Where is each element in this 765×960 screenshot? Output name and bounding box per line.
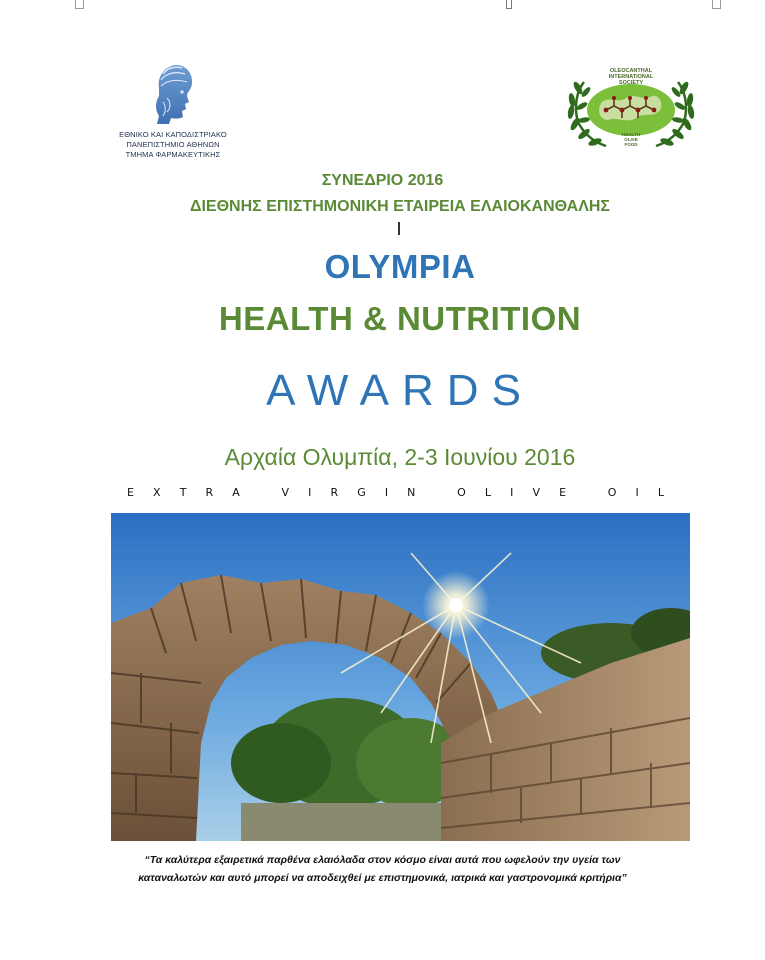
tagline-letter: O	[457, 486, 466, 499]
society-motto-line-2: OLIVE	[624, 137, 638, 142]
university-line-1: ΕΘΝΙΚΟ ΚΑΙ ΚΑΠΟΔΙΣΤΡΙΑΚΟ	[119, 130, 227, 139]
arch-photo-illustration	[111, 513, 690, 841]
tagline-letter: L	[657, 486, 664, 499]
tagline-letter: I	[635, 486, 639, 499]
tagline-letter: R	[330, 486, 339, 499]
corner-mark-left	[75, 0, 84, 9]
event-date-place: Αρχαία Ολυμπία, 2-3 Ιουνίου 2016	[224, 444, 576, 470]
tagline-letter: V	[281, 486, 290, 499]
quote-line-1: “Τα καλύτερα εξαιρετικά παρθένα ελαιόλαδα στον κόσμο είναι αυτά που ωφελούν την υγεία των	[144, 854, 621, 866]
tagline-letter: V	[532, 486, 540, 499]
university-line-3: ΤΜΗΜΑ ΦΑΡΜΑΚΕΥΤΙΚΗΣ	[125, 150, 221, 159]
awards-title-olympia: OLYMPIA	[324, 248, 476, 285]
society-motto-line-1: HEALTH	[622, 132, 640, 137]
tagline-letter: X	[153, 486, 161, 499]
corner-mark-right	[712, 0, 721, 9]
tagline-letter: E	[127, 486, 134, 499]
quote-line-2: καταναλωτών και αυτό μπορεί να αποδειχθεί με επιστημονικά, ιατρικά και γαστρονομικά κριτήρια”	[138, 872, 627, 884]
tagline-letter: E	[559, 486, 567, 499]
ancient-olympia-stone-arch-photo	[111, 513, 690, 841]
society-name	[590, 68, 672, 86]
tagline-letter: L	[484, 486, 491, 499]
tagline-letter	[435, 486, 439, 499]
tagline-letter: R	[205, 486, 214, 499]
university-name	[108, 130, 238, 160]
quote-block	[0, 851, 765, 887]
awards-title-health-nutrition: HEALTH & NUTRITION	[218, 300, 582, 337]
conference-title: ΣΥΝΕΔΡΙΟ 2016	[321, 172, 444, 189]
tagline-letter: T	[179, 486, 187, 499]
page-edge-marks	[0, 0, 765, 12]
society-motto-line-3: FOOD	[624, 142, 638, 147]
tagline-extra-virgin-olive-oil	[127, 486, 664, 499]
tagline-letter: I	[384, 486, 389, 499]
society-name-line-3: SOCIETY	[618, 80, 644, 86]
university-logo	[108, 62, 238, 160]
awards-title-awards: AWARDS	[266, 366, 534, 415]
tagline-letter: I	[308, 486, 312, 499]
tagline-letter: G	[357, 486, 366, 499]
tagline-letter: N	[407, 486, 416, 499]
tagline-letter: A	[232, 486, 240, 499]
tagline-letter: I	[510, 486, 514, 499]
society-name-line-1: OLEOCANTHAL	[609, 68, 653, 74]
tagline-letter: O	[607, 486, 617, 499]
society-name-line-2: INTERNATIONAL	[608, 74, 654, 80]
tagline-letter	[585, 486, 589, 499]
tagline-letter	[259, 486, 263, 499]
athena-head-icon	[149, 62, 197, 126]
society-logo	[560, 62, 702, 156]
university-line-2: ΠΑΝΕΠΙΣΤΗΜΙΟ ΑΘΗΝΩΝ	[126, 140, 220, 149]
society-motto	[605, 132, 657, 147]
text-cursor	[398, 222, 400, 235]
conference-organizer: ΔΙΕΘΝΗΣ ΕΠΙΣΤΗΜΟΝΙΚΗ ΕΤΑΙΡΕΙΑ ΕΛΑΙΟΚΑΝΘΑΛΗΣ	[189, 198, 611, 215]
corner-mark-middle	[506, 0, 512, 9]
